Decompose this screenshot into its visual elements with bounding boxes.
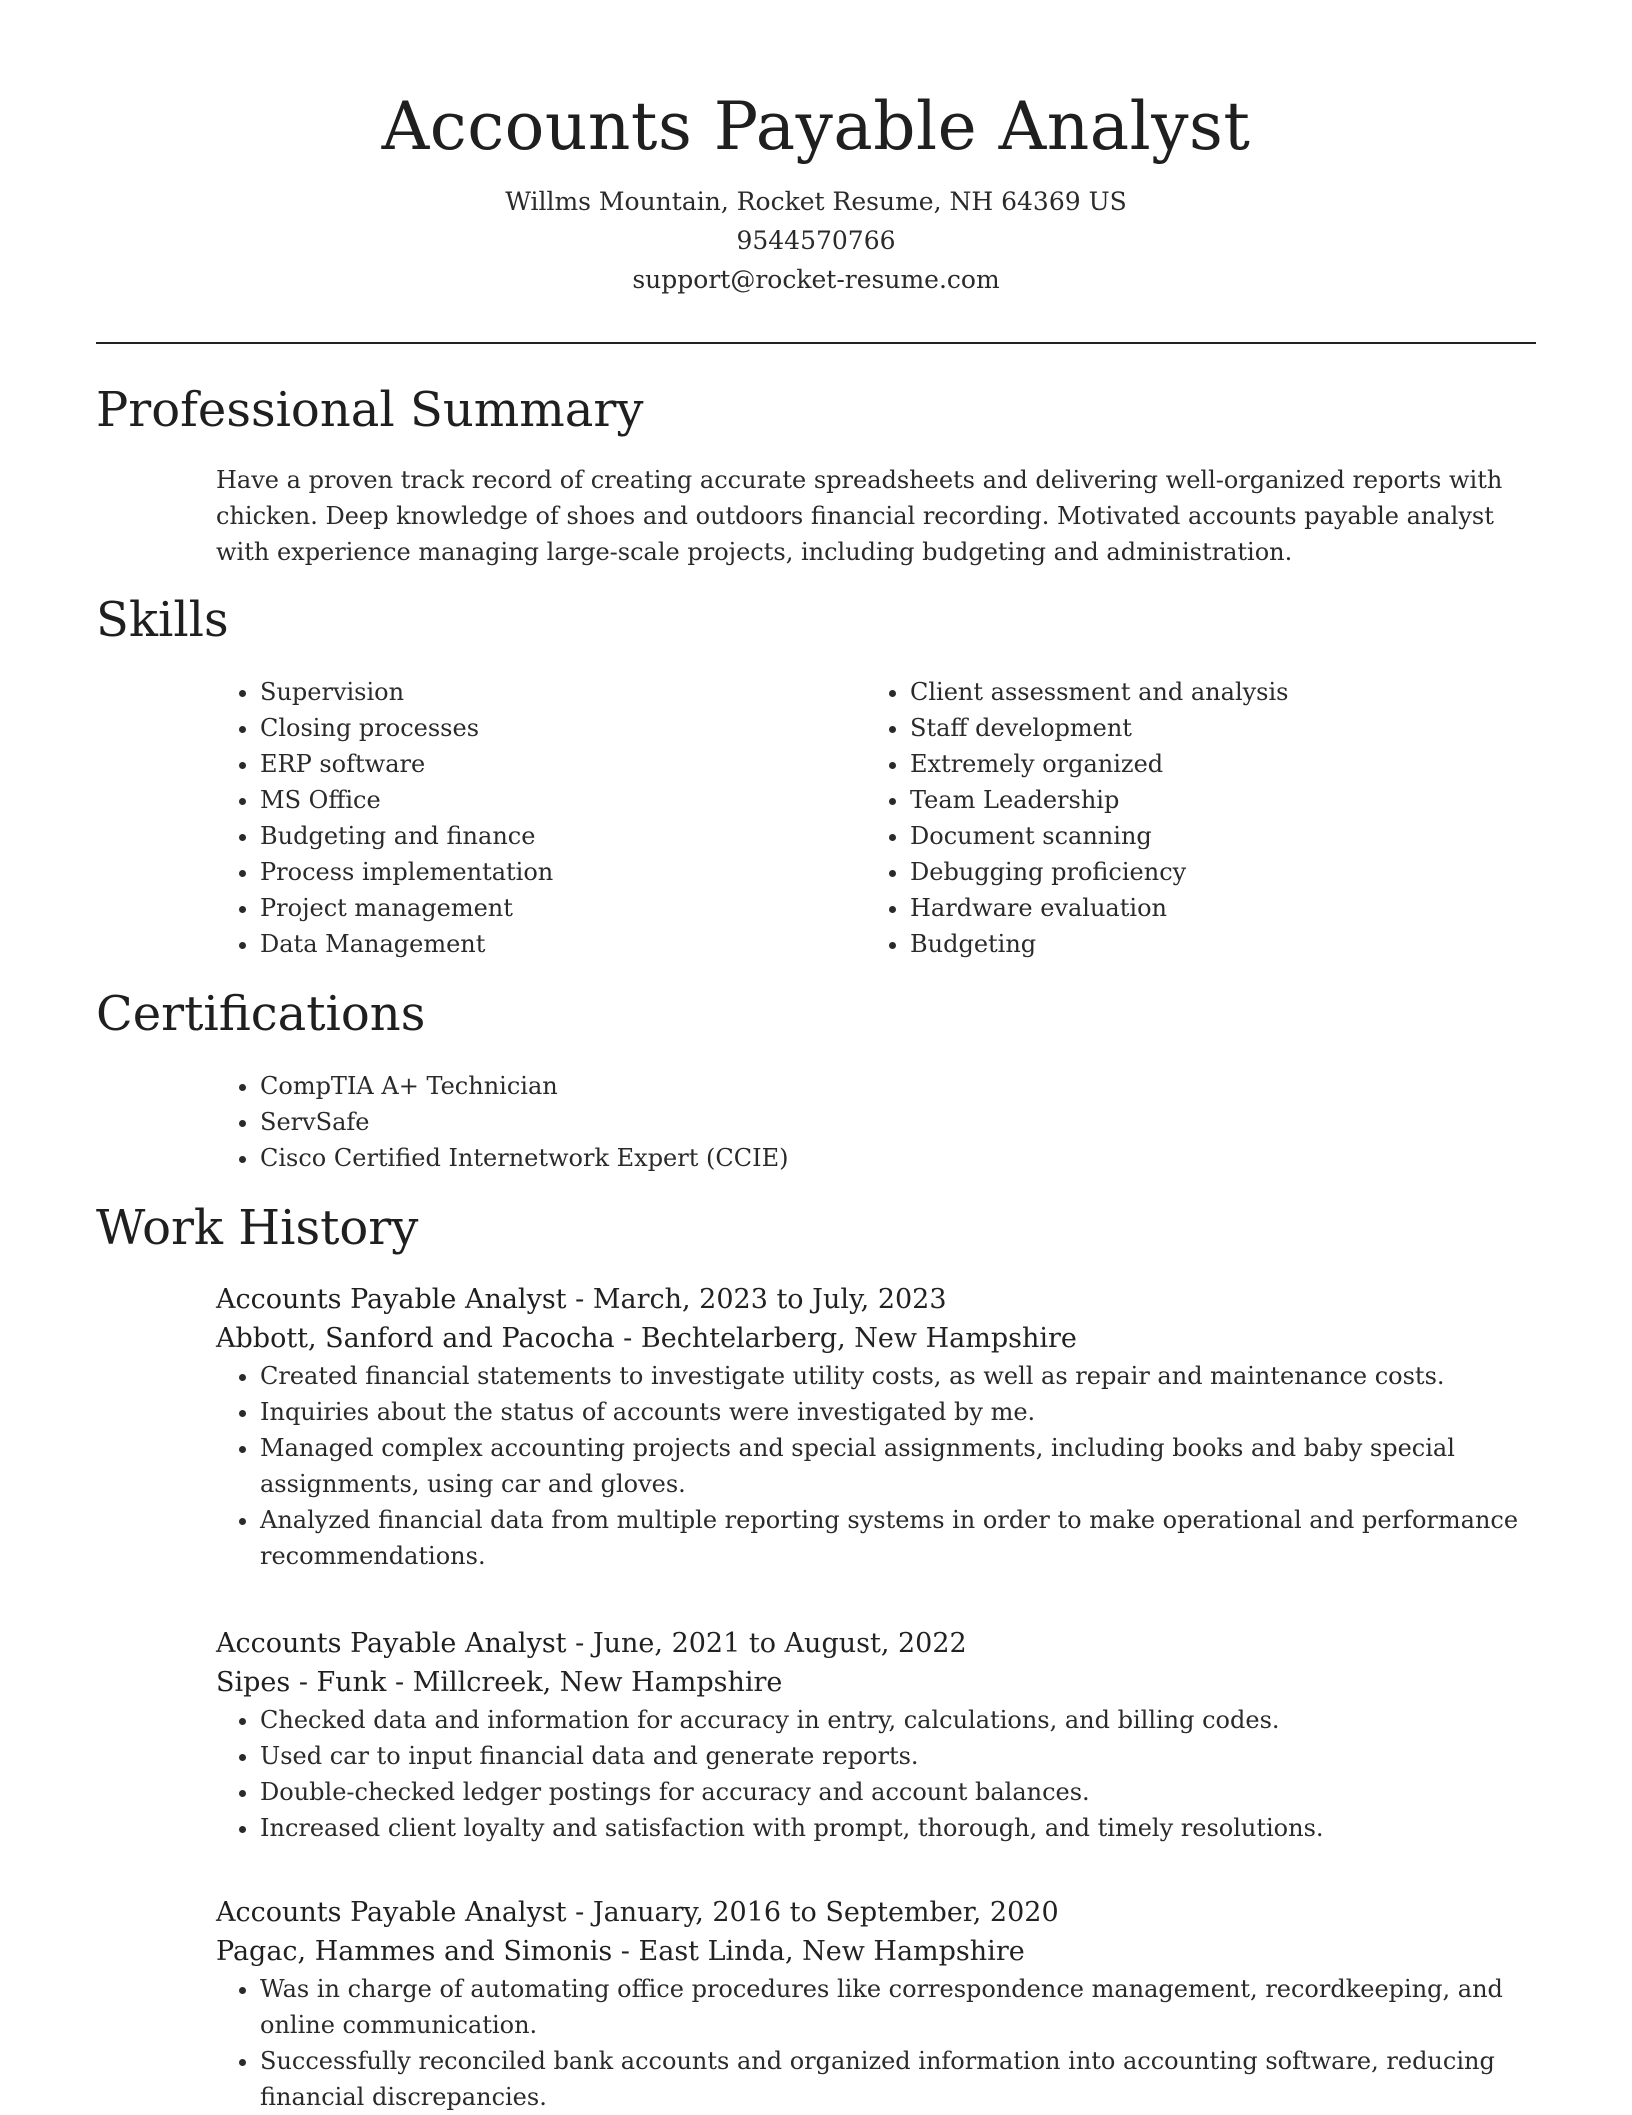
list-item: • Analyzed financial data from multiple reporting systems in order to make operational and performance recommendations. [260,1502,1536,1574]
candidate-title: Accounts Payable Analyst [381,88,1251,165]
summary-heading: Professional Summary [96,382,644,438]
list-item: • Staff development [910,710,1530,746]
list-item: • Document scanning [910,818,1530,854]
job-title-line [216,1280,1536,1319]
separator: - [566,1628,593,1659]
header-divider [96,342,1536,344]
list-item: • Team Leadership [910,782,1530,818]
job-dates: June, 2021 to August, 2022 [592,1628,967,1659]
job-company-line [216,1319,1536,1358]
job-bullets [216,1358,1536,1574]
job-company: Sipes - Funk [216,1667,387,1698]
job-company-line [216,1932,1536,1971]
list-item: • CompTIA A+ Technician [260,1068,1546,1104]
job-role: Accounts Payable Analyst [216,1897,567,1928]
summary-text: Have a proven track record of creating accurate spreadsheets and delivering well-organized reports with chicken. Deep knowledge of shoes and outdoors financial recording. Motivated accounts payable analyst with experience managing large-scale projects, including budgeting and administration. [216,466,1503,566]
list-item: • Process implementation [260,854,880,890]
certifications-list [216,1068,1546,1176]
resume-header [0,82,1632,299]
job-location: East Linda, New Hampshire [638,1936,1025,1967]
list-item: • MS Office [260,782,880,818]
skills-column-right [866,674,1530,962]
list-item: • Inquiries about the status of accounts were investigated by me. [260,1394,1536,1430]
separator: - [386,1667,413,1698]
skills-column-left [216,674,880,962]
separator: - [566,1897,593,1928]
list-item: • Client assessment and analysis [910,674,1530,710]
list-item: • Budgeting [910,926,1530,962]
job-company-line [216,1663,1536,1702]
job-bullets [216,1971,1536,2115]
list-item: • Managed complex accounting projects and special assignments, including books and baby special assignments, using car and gloves. [260,1430,1536,1502]
list-item: • Extremely organized [910,746,1530,782]
list-item: • Used car to input financial data and generate reports. [260,1738,1536,1774]
list-item: • Closing processes [260,710,880,746]
job-role: Accounts Payable Analyst [216,1284,567,1315]
separator: - [566,1284,593,1315]
job-bullets [216,1702,1536,1846]
job-entry [216,1280,1536,1574]
list-item: • Debugging proficiency [910,854,1530,890]
job-entry [216,1624,1536,1846]
contact-email: support@rocket-resume.com [632,265,1000,294]
list-item: • Successfully reconciled bank accounts and organized information into accounting software, reducing financial discrepancies. [260,2043,1536,2115]
list-item: • Increased client loyalty and satisfaction with prompt, thorough, and timely resolutions. [260,1810,1536,1846]
certifications-items [216,1068,1546,1176]
job-location: Millcreek, New Hampshire [412,1667,783,1698]
skills-heading: Skills [96,592,229,648]
job-title-line [216,1624,1536,1663]
job-company: Pagac, Hammes and Simonis [216,1936,613,1967]
job-entry [216,1893,1536,2115]
contact-phone: 9544570766 [736,226,896,255]
contact-info [0,182,1632,299]
list-item: • Checked data and information for accuracy in entry, calculations, and billing codes. [260,1702,1536,1738]
job-role: Accounts Payable Analyst [216,1628,567,1659]
list-item: • Supervision [260,674,880,710]
work-history-heading: Work History [96,1200,419,1256]
list-item: • Cisco Certified Internetwork Expert (CCIE) [260,1140,1546,1176]
list-item: • Was in charge of automating office procedures like correspondence management, recordkeeping, and online communication. [260,1971,1536,2043]
separator: - [612,1936,639,1967]
contact-address: Willms Mountain, Rocket Resume, NH 64369 US [505,187,1127,216]
list-item: • Hardware evaluation [910,890,1530,926]
job-dates: January, 2016 to September, 2020 [592,1897,1059,1928]
list-item: • ServSafe [260,1104,1546,1140]
list-item: • Data Management [260,926,880,962]
job-title-line [216,1893,1536,1932]
list-item: • Double-checked ledger postings for accuracy and account balances. [260,1774,1536,1810]
separator: - [614,1323,641,1354]
job-dates: March, 2023 to July, 2023 [592,1284,947,1315]
job-location: Bechtelarberg, New Hampshire [640,1323,1077,1354]
list-item: • Project management [260,890,880,926]
list-item: • Budgeting and finance [260,818,880,854]
list-item: • Created financial statements to investigate utility costs, as well as repair and maintenance costs. [260,1358,1536,1394]
job-company: Abbott, Sanford and Pacocha [216,1323,615,1354]
list-item: • ERP software [260,746,880,782]
certifications-heading: Certifications [96,986,426,1042]
